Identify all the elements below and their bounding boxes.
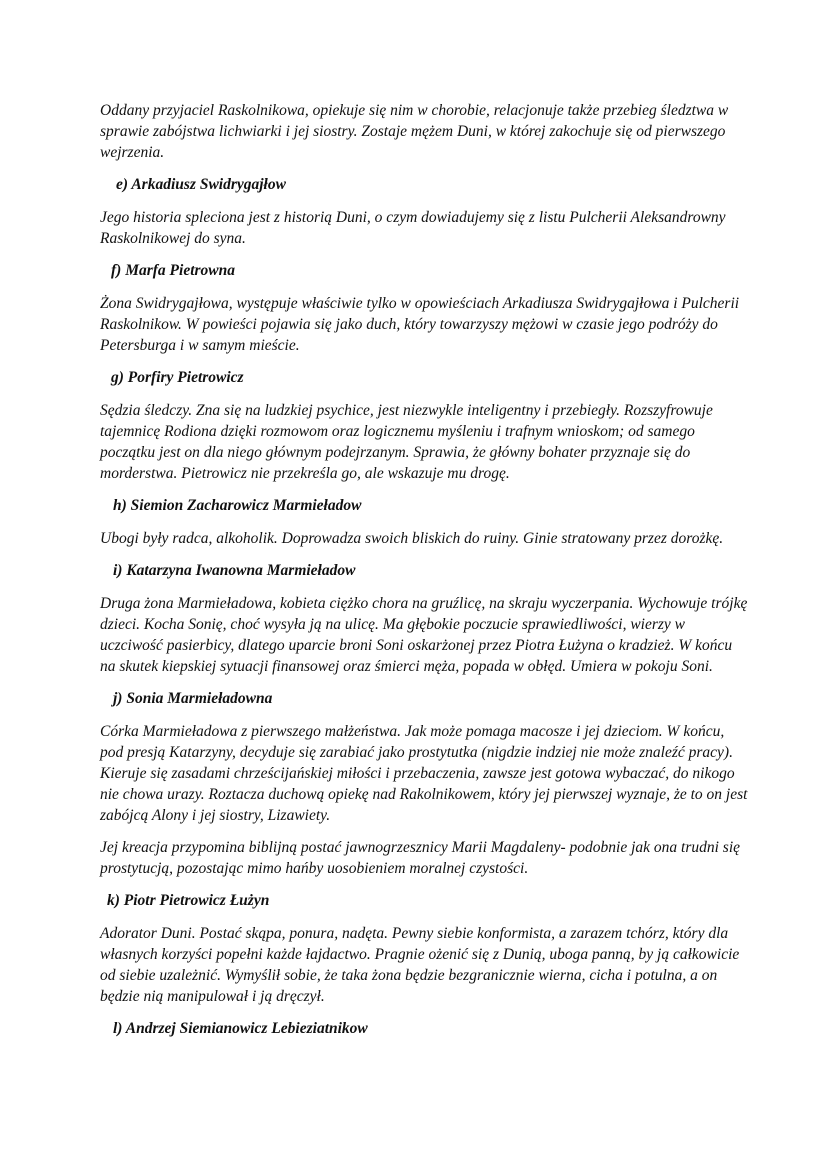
heading-lebieziatnikow: l) Andrzej Siemianowicz Lebieziatnikow bbox=[113, 1020, 368, 1037]
heading-sonia: j) Sonia Marmieładowna bbox=[113, 690, 273, 707]
paragraph-katarzyna: Druga żona Marmieładowa, kobieta ciężko chora na gruźlicę, na skraju wyczerpania. Wychowuje trójkę dzieci. Kocha Sonię, choć wysyła ją na ulicę. Ma głębokie poczucie sprawiedliwości, wierzy w uczciwość pasierbicy, dlatego uparcie broni Soni oskarżonej przez Piotra Łużyna o kradzież. W końcu na skutek kiepskiej sytuacji finansowej oraz śmierci męża, popada w obłęd. Umiera w pokoju Soni. bbox=[100, 595, 748, 675]
paragraph-marfa: Żona Swidrygajłowa, występuje właściwie tylko w opowieściach Arkadiusza Swidrygajłowa i Pulcherii Raskolnikow. W powieści pojawia się jako duch, który towarzyszy mężowi w czasie jego podróży do Petersburga i w samym mieście. bbox=[100, 295, 740, 354]
heading-swidrygajlow: e) Arkadiusz Swidrygajłow bbox=[116, 176, 286, 193]
heading-luzyn: k) Piotr Pietrowicz Łużyn bbox=[107, 892, 270, 909]
paragraph-razumichin: Oddany przyjaciel Raskolnikowa, opiekuje się nim w chorobie, relacjonuje także przebieg śledztwa w sprawie zabójstwa lichwiarki i jej siostry. Zostaje mężem Duni, w której zakochuje się od pierwszego wejrzenia. bbox=[100, 102, 729, 161]
heading-porfiry: g) Porfiry Pietrowicz bbox=[111, 369, 244, 386]
paragraph-luzyn: Adorator Duni. Postać skąpa, ponura, nadęta. Pewny siebie konformista, a zarazem tchórz, który dla własnych korzyści popełni każde łajdactwo. Pragnie ożenić się z Dunią, uboga panną, by ją całkowicie od siebie uzależnić. Wymyślił sobie, że taka żona będzie bezgranicznie wierna, cicha i potulna, a on będzie nią manipulował i ją dręczył. bbox=[100, 925, 740, 1005]
heading-siemion: h) Siemion Zacharowicz Marmieładow bbox=[113, 497, 362, 514]
paragraph-sonia-magdalena: Jej kreacja przypomina biblijną postać jawnogrzesznicy Marii Magdaleny- podobnie jak ona trudni się prostytucją, pozostając mimo hańby uosobieniem moralnej czystości. bbox=[100, 839, 741, 877]
paragraph-swidrygajlow: Jego historia spleciona jest z historią Duni, o czym dowiadujemy się z listu Pulcherii Aleksandrowny Raskolnikowej do syna. bbox=[100, 209, 726, 247]
heading-katarzyna: i) Katarzyna Iwanowna Marmieładow bbox=[113, 562, 356, 579]
heading-marfa: f) Marfa Pietrowna bbox=[111, 262, 235, 279]
paragraph-siemion: Ubogi były radca, alkoholik. Doprowadza swoich bliskich do ruiny. Ginie stratowany przez dorożkę. bbox=[100, 530, 724, 547]
paragraph-porfiry: Sędzia śledczy. Zna się na ludzkiej psychice, jest niezwykle inteligentny i przebiegły. Rozszyfrowuje tajemnicę Rodiona dzięki rozmowom oraz logicznemu myśleniu i trafnym wnioskom; od samego początku jest on dla niego głównym podejrzanym. Sprawia, że główny bohater przyznaje się do morderstwa. Pietrowicz nie przekreśla go, ale wskazuje mu drogę. bbox=[100, 402, 713, 482]
paragraph-sonia: Córka Marmieładowa z pierwszego małżeństwa. Jak może pomaga macosze i jej dzieciom. W końcu, pod presją Katarzyny, decyduje się zarabiać jako prostytutka (nigdzie indziej nie może znaleźć pracy). Kieruje się zasadami chrześcijańskiej miłości i przebaczenia, zawsze jest gotowa wybaczać, do nikogo nie chowa urazy. Roztacza duchową opiekę nad Rakolnikowem, który jej pierwszej wyznaje, że to on jest zabójcą Alony i jej siostry, Lizawiety. bbox=[100, 723, 748, 824]
